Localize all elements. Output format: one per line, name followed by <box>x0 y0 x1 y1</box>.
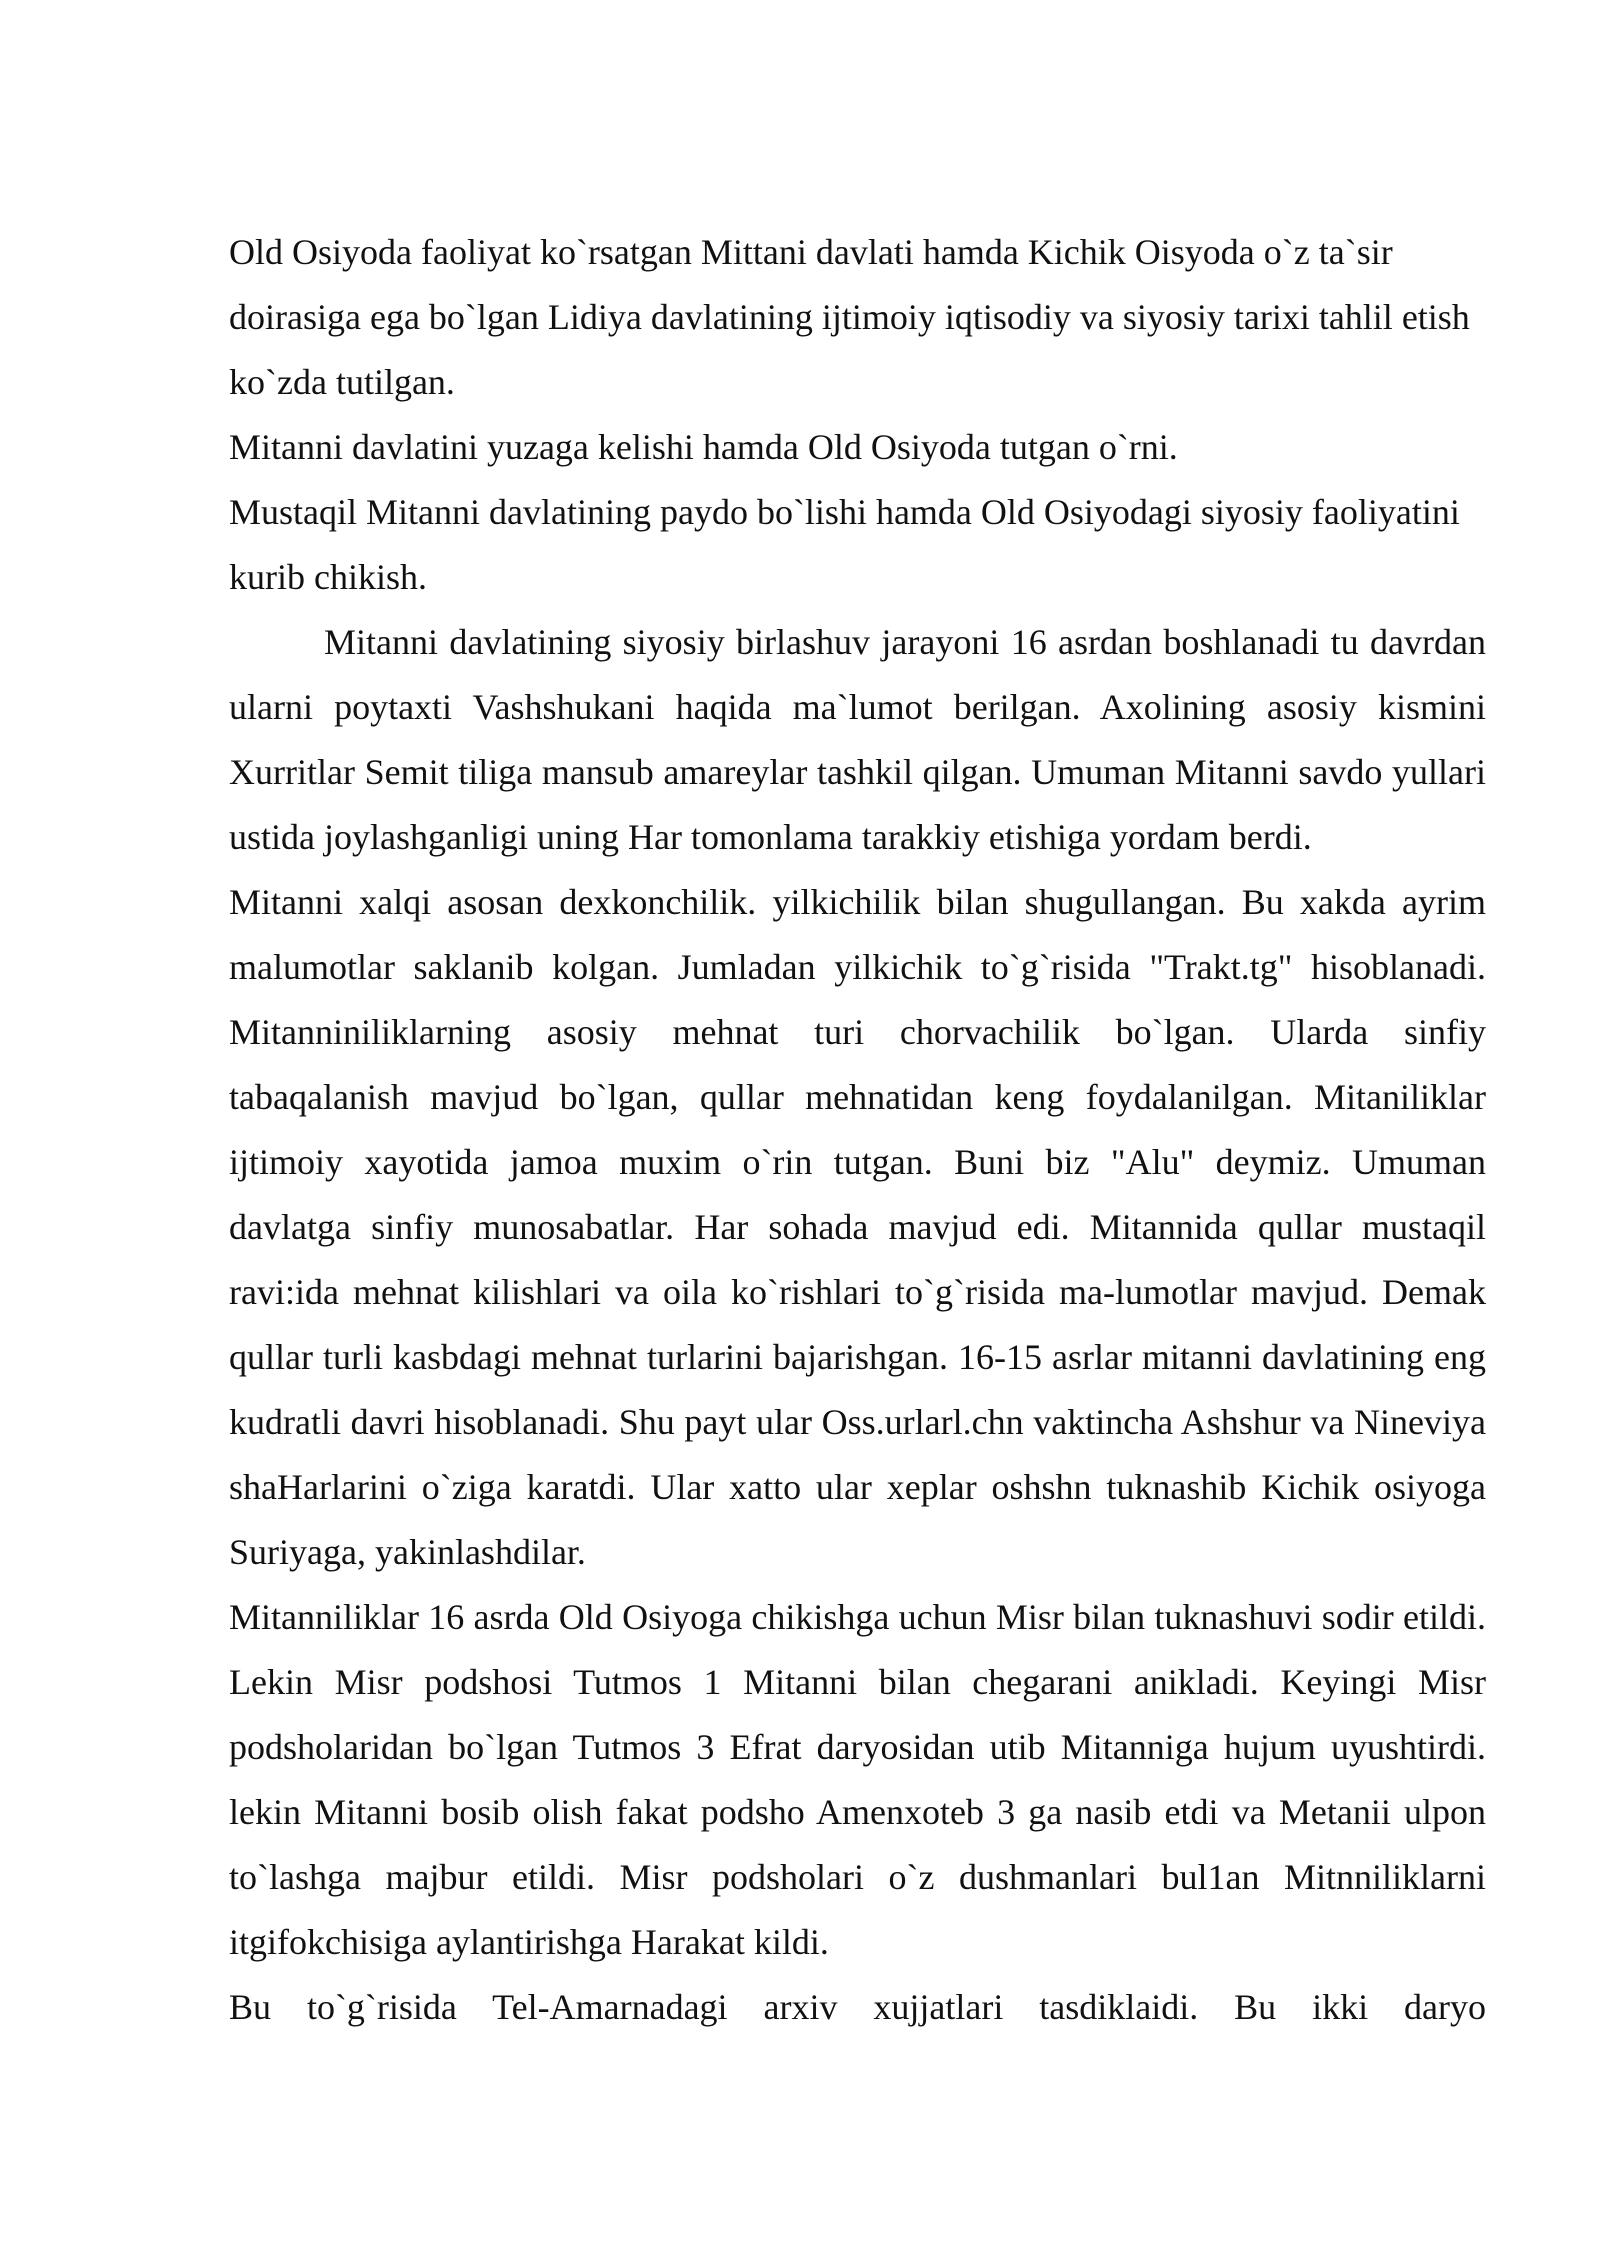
paragraph-body-1: Mitanni davlatining siyosiy birlashuv jarayoni 16 asrdan boshlanadi tu davrdan ularni poytaxti Vashshukani haqida ma`lumot berilgan. Axolining asosiy kismini Xurritlar Semit tiliga mansub amareylar tashkil qilgan. Umuman Mitanni savdo yullari ustida joylashganligi uning Har tomonlama tarakkiy etishiga yordam berdi. <box>229 622 1486 857</box>
paragraph-body-2: Mitanni xalqi asosan dexkonchilik. yilkichilik bilan shugullangan. Bu xakda ayrim malumotlar saklanib kolgan. Jumladan yilkichik to`g`risida "Trakt.tg" hisoblanadi. Mitanniniliklarning asosiy mehnat turi chorvachilik bo`lgan. Ularda sinfiy tabaqalanish mavjud bo`lgan, qullar mehnatidan keng foydalanilgan. Mitaniliklar ijtimoiy xayotida jamoa muxim o`rin tutgan. Buni biz "Alu" deymiz. Umuman davlatga sinfiy munosabatlar. Har sohada mavjud edi. Mitannida qullar mustaqil ravi:ida mehnat kilishlari va oila ko`rishlari to`g`risida ma-lumotlar mavjud. Demak qullar turli kasbdagi mehnat turlarini bajarishgan. 16-15 asrlar mitanni davlatining eng kudratli davri hisoblanadi. Shu payt ular Oss.urlarl.chn vaktincha Ashshur va Nineviya shaHarlarini o`ziga karatdi. Ular xatto ular xeplar oshshn tuknashib Kichik osiyoga Suriyaga, yakinlashdilar. <box>229 882 1486 1572</box>
paragraph-body-3: Mitanniliklar 16 asrda Old Osiyoga chikishga uchun Misr bilan tuknashuvi sodir etildi. Lekin Misr podshosi Tutmos 1 Mitanni bilan chegarani anikladi. Keyingi Misr podsholaridan bo`lgan Tutmos 3 Efrat daryosidan utib Mitanniga hujum uyushtirdi. lekin Mitanni bosib olish fakat podsho Amenxoteb 3 ga nasib etdi va Metanii ulpon to`lashga majbur etildi. Misr podsholari o`z dushmanlari bul1an Mitnniliklarni itgifokchisiga aylantirishga Harakat kildi. <box>229 1597 1486 1962</box>
paragraph-intro: Old Osiyoda faoliyat ko`rsatgan Mittani davlati hamda Kichik Oisyoda o`z ta`sir doirasiga ega bo`lgan Lidiya davlatining ijtimoiy iqtisodiy va siyosiy tarixi tahlil etish ko`zda tutilgan. <box>229 232 1470 402</box>
paragraph-topic-2: Mustaqil Mitanni davlatining paydo bo`lishi hamda Old Osiyodagi siyosiy faoliyatini kurib chikish. <box>229 492 1460 597</box>
document-page <box>229 220 1486 2040</box>
paragraph-topic-1: Mitanni davlatini yuzaga kelishi hamda Old Osiyoda tutgan o`rni. <box>229 427 1178 467</box>
paragraph-body-4: Bu to`g`risida Tel-Amarnadagi arxiv xujjatlari tasdiklaidi. Bu ikki daryo <box>229 1987 1486 2027</box>
